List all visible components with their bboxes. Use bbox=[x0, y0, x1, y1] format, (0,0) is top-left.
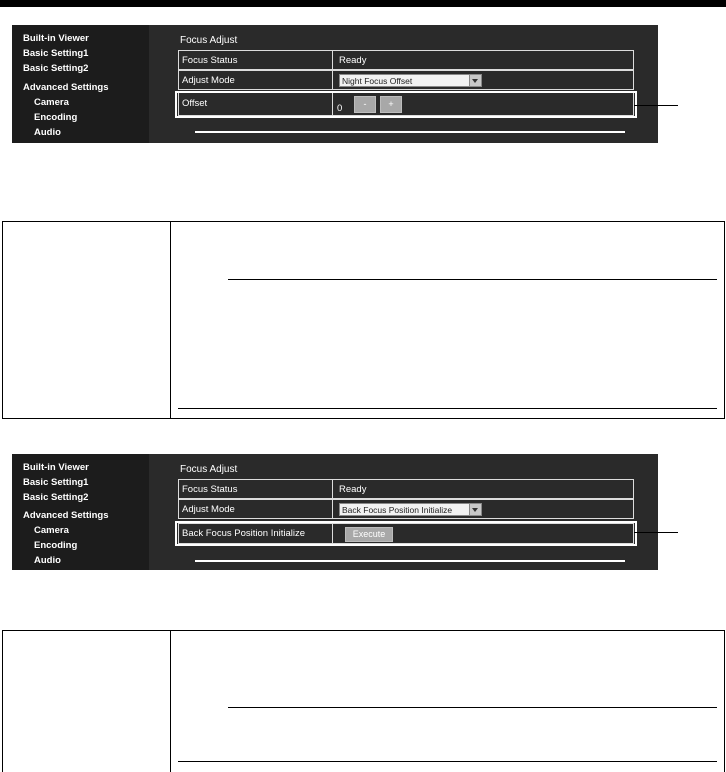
page-title: Focus Adjust bbox=[180, 464, 238, 475]
row-label: Focus Status bbox=[182, 55, 238, 66]
row-label: Back Focus Position Initialize bbox=[182, 528, 306, 539]
sidebar bbox=[12, 25, 149, 143]
row-label: Focus Status bbox=[182, 484, 238, 495]
highlight-frame bbox=[175, 521, 637, 546]
focus-status-value: Ready bbox=[339, 55, 367, 66]
table-rule bbox=[228, 707, 717, 708]
table-rule bbox=[178, 408, 717, 409]
sidebar-item-advanced-settings[interactable]: Advanced Settings bbox=[23, 82, 109, 93]
offset-plus-button[interactable]: + bbox=[380, 96, 402, 113]
chevron-down-icon[interactable] bbox=[469, 504, 481, 515]
row-label: Adjust Mode bbox=[182, 75, 235, 86]
sidebar-item-encoding[interactable]: Encoding bbox=[34, 540, 78, 551]
adjust-mode-select[interactable] bbox=[339, 74, 482, 87]
callout-leader bbox=[634, 532, 678, 533]
focus-status-value: Ready bbox=[339, 484, 367, 495]
screenshot-offset bbox=[12, 25, 658, 143]
chevron-down-icon[interactable] bbox=[469, 75, 481, 86]
sidebar-item-basic-setting2[interactable]: Basic Setting2 bbox=[23, 63, 89, 74]
callout-leader bbox=[634, 105, 678, 106]
adjust-mode-select[interactable] bbox=[339, 503, 482, 516]
offset-minus-button[interactable]: - bbox=[354, 96, 376, 113]
sidebar-item-built-in-viewer[interactable]: Built-in Viewer bbox=[23, 33, 89, 44]
row-focus-status bbox=[178, 50, 634, 70]
row-label: Offset bbox=[182, 98, 208, 109]
row-focus-status bbox=[178, 479, 634, 499]
screenshot-back-focus bbox=[12, 454, 658, 570]
table-rule bbox=[178, 761, 717, 762]
row-label: Adjust Mode bbox=[182, 504, 235, 515]
description-table-2 bbox=[2, 630, 725, 772]
sidebar-item-camera[interactable]: Camera bbox=[34, 525, 69, 536]
sidebar-item-basic-setting2[interactable]: Basic Setting2 bbox=[23, 492, 89, 503]
sidebar-item-camera[interactable]: Camera bbox=[34, 97, 69, 108]
highlight-frame bbox=[175, 91, 637, 118]
sidebar-item-built-in-viewer[interactable]: Built-in Viewer bbox=[23, 462, 89, 473]
main-panel bbox=[149, 25, 658, 143]
sidebar-item-basic-setting1[interactable]: Basic Setting1 bbox=[23, 477, 89, 488]
sidebar-item-audio[interactable]: Audio bbox=[34, 127, 61, 138]
divider bbox=[195, 560, 625, 562]
description-table-1 bbox=[2, 221, 725, 419]
row-adjust-mode bbox=[178, 499, 634, 519]
sidebar-item-audio[interactable]: Audio bbox=[34, 555, 61, 566]
table-rule bbox=[228, 279, 717, 280]
adjust-mode-selected: Night Focus Offset bbox=[342, 76, 413, 86]
row-adjust-mode bbox=[178, 70, 634, 90]
page-title: Focus Adjust bbox=[180, 35, 238, 46]
sidebar-item-advanced-settings[interactable]: Advanced Settings bbox=[23, 510, 109, 521]
divider bbox=[195, 131, 625, 133]
sidebar-item-encoding[interactable]: Encoding bbox=[34, 112, 78, 123]
top-rule bbox=[0, 0, 726, 7]
adjust-mode-selected: Back Focus Position Initialize bbox=[342, 505, 453, 515]
offset-value: 0 bbox=[337, 103, 343, 114]
sidebar bbox=[12, 454, 149, 570]
main-panel bbox=[149, 454, 658, 570]
sidebar-item-basic-setting1[interactable]: Basic Setting1 bbox=[23, 48, 89, 59]
execute-button[interactable]: Execute bbox=[345, 527, 393, 542]
